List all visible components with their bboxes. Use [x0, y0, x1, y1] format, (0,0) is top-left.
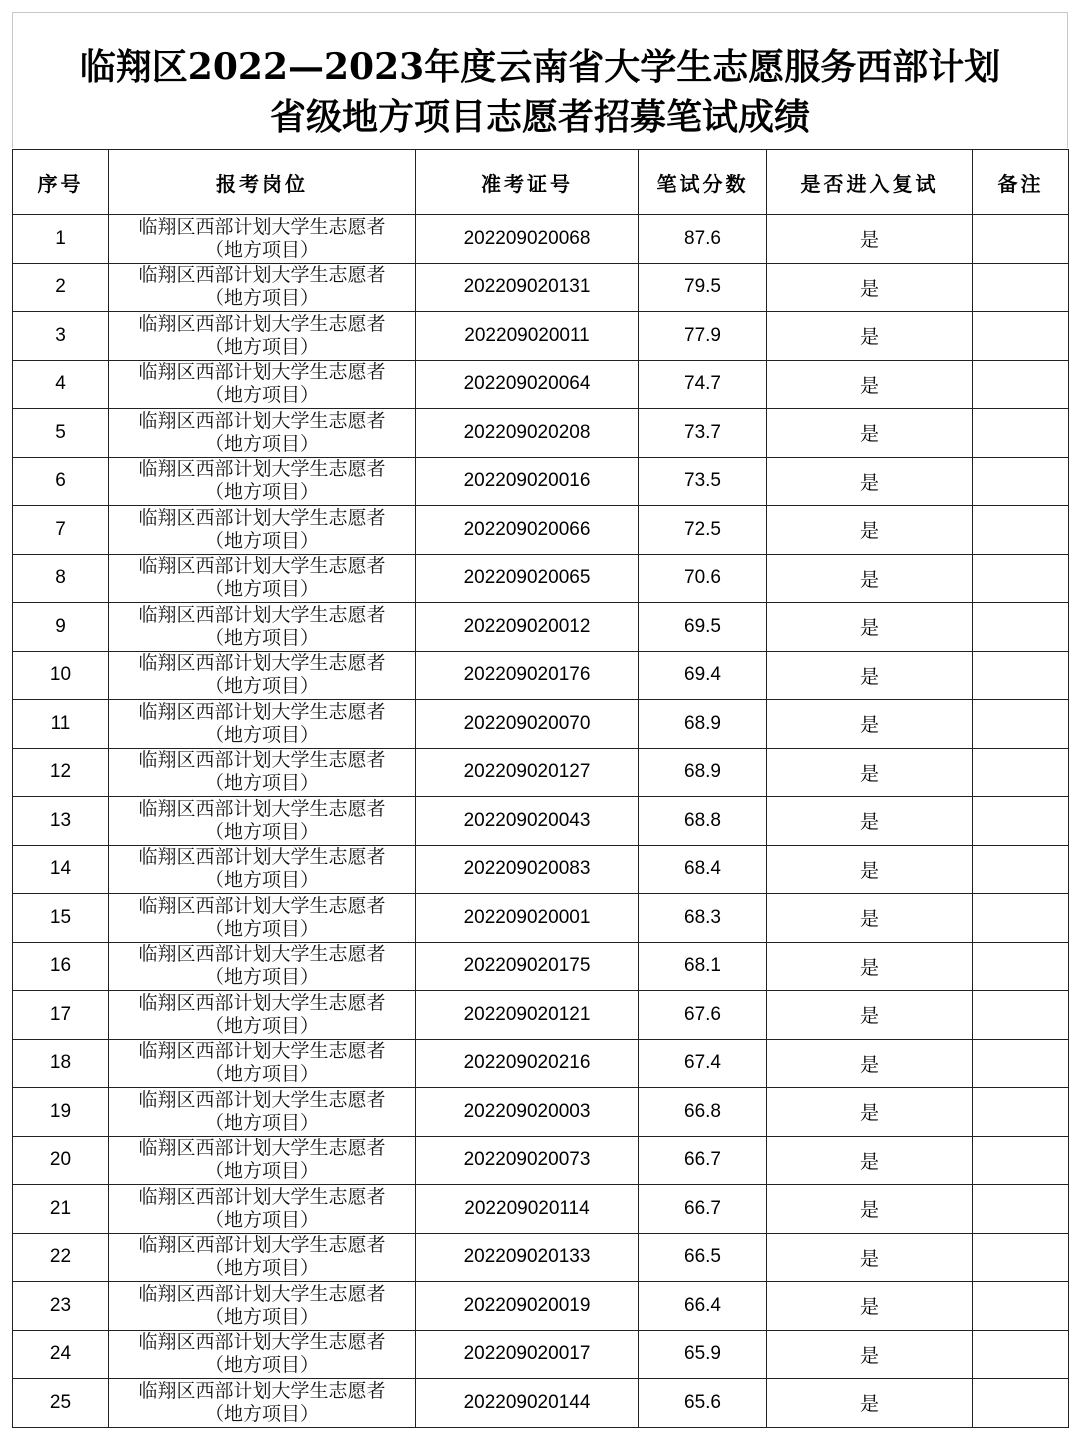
table-row [13, 1379, 1069, 1428]
position-type: （地方项目） [204, 869, 319, 892]
cell-written-score: 77.9 [639, 312, 767, 361]
cell-remarks [973, 1039, 1069, 1088]
cell-remarks [973, 748, 1069, 797]
table-row [13, 554, 1069, 603]
cell-position [109, 457, 416, 506]
position-type: （地方项目） [204, 1354, 319, 1377]
table-row [13, 263, 1069, 312]
cell-admission-ticket: 202209020016 [416, 457, 639, 506]
cell-written-score: 66.7 [639, 1136, 767, 1185]
cell-advance-to-interview: 是 [767, 312, 973, 361]
position-type: （地方项目） [204, 432, 319, 455]
cell-position [109, 894, 416, 943]
position-type: （地方项目） [204, 529, 319, 552]
cell-remarks [973, 1282, 1069, 1331]
cell-admission-ticket: 202209020012 [416, 603, 639, 652]
cell-remarks [973, 457, 1069, 506]
table-row [13, 651, 1069, 700]
cell-written-score: 87.6 [639, 215, 767, 264]
table-row [13, 748, 1069, 797]
table-row [13, 457, 1069, 506]
table-row [13, 991, 1069, 1040]
table-row [13, 1185, 1069, 1234]
position-name: 临翔区西部计划大学生志愿者 [138, 1185, 386, 1208]
cell-admission-ticket: 202209020133 [416, 1233, 639, 1282]
cell-written-score: 73.7 [639, 409, 767, 458]
table-row [13, 1136, 1069, 1185]
position-name: 临翔区西部计划大学生志愿者 [138, 361, 386, 384]
cell-remarks [973, 312, 1069, 361]
cell-position [109, 1282, 416, 1331]
header-position: 报考岗位 [109, 150, 416, 215]
position-name: 临翔区西部计划大学生志愿者 [138, 846, 386, 869]
cell-position [109, 845, 416, 894]
position-name: 临翔区西部计划大学生志愿者 [138, 603, 386, 626]
table-row [13, 797, 1069, 846]
cell-admission-ticket: 202209020070 [416, 700, 639, 749]
position-type: （地方项目） [204, 1402, 319, 1425]
position-name: 临翔区西部计划大学生志愿者 [138, 1040, 386, 1063]
cell-serial-number: 13 [13, 797, 109, 846]
cell-written-score: 66.4 [639, 1282, 767, 1331]
position-name: 临翔区西部计划大学生志愿者 [138, 749, 386, 772]
cell-advance-to-interview: 是 [767, 1379, 973, 1428]
cell-advance-to-interview: 是 [767, 1233, 973, 1282]
position-name: 临翔区西部计划大学生志愿者 [138, 312, 386, 335]
cell-serial-number: 22 [13, 1233, 109, 1282]
cell-serial-number: 6 [13, 457, 109, 506]
cell-serial-number: 11 [13, 700, 109, 749]
cell-written-score: 70.6 [639, 554, 767, 603]
cell-admission-ticket: 202209020216 [416, 1039, 639, 1088]
cell-position [109, 1088, 416, 1137]
position-type: （地方项目） [204, 723, 319, 746]
cell-advance-to-interview: 是 [767, 845, 973, 894]
position-type: （地方项目） [204, 966, 319, 989]
cell-admission-ticket: 202209020127 [416, 748, 639, 797]
cell-written-score: 79.5 [639, 263, 767, 312]
cell-position [109, 1185, 416, 1234]
table-row [13, 1088, 1069, 1137]
position-name: 临翔区西部计划大学生志愿者 [138, 264, 386, 287]
position-type: （地方项目） [204, 675, 319, 698]
cell-admission-ticket: 202209020065 [416, 554, 639, 603]
position-name: 临翔区西部计划大学生志愿者 [138, 1282, 386, 1305]
position-type: （地方项目） [204, 1257, 319, 1280]
cell-admission-ticket: 202209020068 [416, 215, 639, 264]
position-name: 临翔区西部计划大学生志愿者 [138, 991, 386, 1014]
table-row [13, 312, 1069, 361]
cell-remarks [973, 700, 1069, 749]
cell-written-score: 65.6 [639, 1379, 767, 1428]
cell-position [109, 942, 416, 991]
cell-serial-number: 10 [13, 651, 109, 700]
cell-admission-ticket: 202209020011 [416, 312, 639, 361]
position-type: （地方项目） [204, 1063, 319, 1086]
cell-written-score: 66.5 [639, 1233, 767, 1282]
cell-written-score: 68.8 [639, 797, 767, 846]
position-type: （地方项目） [204, 1014, 319, 1037]
document-title-block [12, 12, 1068, 148]
cell-advance-to-interview: 是 [767, 263, 973, 312]
cell-remarks [973, 1233, 1069, 1282]
cell-admission-ticket: 202209020073 [416, 1136, 639, 1185]
cell-serial-number: 2 [13, 263, 109, 312]
position-name: 临翔区西部计划大学生志愿者 [138, 894, 386, 917]
cell-written-score: 72.5 [639, 506, 767, 555]
cell-admission-ticket: 202209020114 [416, 1185, 639, 1234]
cell-position [109, 700, 416, 749]
cell-admission-ticket: 202209020208 [416, 409, 639, 458]
cell-serial-number: 24 [13, 1330, 109, 1379]
cell-advance-to-interview: 是 [767, 1185, 973, 1234]
cell-position [109, 312, 416, 361]
cell-serial-number: 20 [13, 1136, 109, 1185]
cell-serial-number: 3 [13, 312, 109, 361]
position-name: 临翔区西部计划大学生志愿者 [138, 700, 386, 723]
cell-advance-to-interview: 是 [767, 554, 973, 603]
cell-serial-number: 8 [13, 554, 109, 603]
cell-advance-to-interview: 是 [767, 748, 973, 797]
cell-written-score: 65.9 [639, 1330, 767, 1379]
cell-position [109, 1330, 416, 1379]
table-row [13, 845, 1069, 894]
cell-written-score: 69.5 [639, 603, 767, 652]
cell-admission-ticket: 202209020017 [416, 1330, 639, 1379]
cell-advance-to-interview: 是 [767, 1136, 973, 1185]
cell-advance-to-interview: 是 [767, 603, 973, 652]
cell-position [109, 603, 416, 652]
cell-position [109, 797, 416, 846]
document-title-line-2: 省级地方项目志愿者招募笔试成绩 [269, 96, 810, 138]
document-title-line-1: 临翔区2022—2023年度云南省大学生志愿服务西部计划 [79, 46, 1001, 88]
table-row [13, 894, 1069, 943]
cell-advance-to-interview: 是 [767, 457, 973, 506]
cell-serial-number: 5 [13, 409, 109, 458]
cell-written-score: 66.7 [639, 1185, 767, 1234]
cell-remarks [973, 942, 1069, 991]
table-row [13, 700, 1069, 749]
table-row [13, 215, 1069, 264]
cell-remarks [973, 215, 1069, 264]
score-table [12, 149, 1069, 1428]
cell-position [109, 263, 416, 312]
position-type: （地方项目） [204, 287, 319, 310]
cell-serial-number: 17 [13, 991, 109, 1040]
position-name: 临翔区西部计划大学生志愿者 [138, 1234, 386, 1257]
cell-remarks [973, 554, 1069, 603]
cell-advance-to-interview: 是 [767, 894, 973, 943]
cell-remarks [973, 894, 1069, 943]
position-type: （地方项目） [204, 820, 319, 843]
cell-admission-ticket: 202209020001 [416, 894, 639, 943]
cell-admission-ticket: 202209020121 [416, 991, 639, 1040]
cell-advance-to-interview: 是 [767, 409, 973, 458]
cell-advance-to-interview: 是 [767, 360, 973, 409]
cell-serial-number: 12 [13, 748, 109, 797]
cell-admission-ticket: 202209020043 [416, 797, 639, 846]
position-name: 临翔区西部计划大学生志愿者 [138, 555, 386, 578]
cell-written-score: 66.8 [639, 1088, 767, 1137]
cell-remarks [973, 1136, 1069, 1185]
position-name: 临翔区西部计划大学生志愿者 [138, 215, 386, 238]
header-admission-ticket: 准考证号 [416, 150, 639, 215]
cell-written-score: 68.1 [639, 942, 767, 991]
position-type: （地方项目） [204, 578, 319, 601]
position-type: （地方项目） [204, 626, 319, 649]
cell-position [109, 360, 416, 409]
cell-serial-number: 19 [13, 1088, 109, 1137]
position-name: 临翔区西部计划大学生志愿者 [138, 1088, 386, 1111]
position-name: 临翔区西部计划大学生志愿者 [138, 458, 386, 481]
cell-written-score: 69.4 [639, 651, 767, 700]
cell-remarks [973, 263, 1069, 312]
cell-position [109, 651, 416, 700]
cell-advance-to-interview: 是 [767, 651, 973, 700]
table-row [13, 409, 1069, 458]
position-type: （地方项目） [204, 1305, 319, 1328]
table-row [13, 506, 1069, 555]
cell-written-score: 67.4 [639, 1039, 767, 1088]
position-name: 临翔区西部计划大学生志愿者 [138, 652, 386, 675]
cell-position [109, 554, 416, 603]
cell-admission-ticket: 202209020003 [416, 1088, 639, 1137]
cell-advance-to-interview: 是 [767, 215, 973, 264]
cell-advance-to-interview: 是 [767, 991, 973, 1040]
cell-advance-to-interview: 是 [767, 1088, 973, 1137]
table-row [13, 360, 1069, 409]
cell-written-score: 68.4 [639, 845, 767, 894]
position-name: 临翔区西部计划大学生志愿者 [138, 506, 386, 529]
cell-remarks [973, 603, 1069, 652]
cell-serial-number: 4 [13, 360, 109, 409]
cell-admission-ticket: 202209020131 [416, 263, 639, 312]
header-remarks: 备注 [973, 150, 1069, 215]
cell-serial-number: 14 [13, 845, 109, 894]
cell-position [109, 1379, 416, 1428]
cell-serial-number: 1 [13, 215, 109, 264]
position-type: （地方项目） [204, 335, 319, 358]
table-row [13, 942, 1069, 991]
cell-serial-number: 15 [13, 894, 109, 943]
table-row [13, 1039, 1069, 1088]
cell-serial-number: 21 [13, 1185, 109, 1234]
position-type: （地方项目） [204, 772, 319, 795]
cell-remarks [973, 360, 1069, 409]
header-row [13, 150, 1069, 215]
table-row [13, 1330, 1069, 1379]
position-name: 临翔区西部计划大学生志愿者 [138, 1331, 386, 1354]
cell-remarks [973, 991, 1069, 1040]
cell-advance-to-interview: 是 [767, 1039, 973, 1088]
cell-serial-number: 7 [13, 506, 109, 555]
cell-serial-number: 18 [13, 1039, 109, 1088]
cell-admission-ticket: 202209020176 [416, 651, 639, 700]
cell-written-score: 68.9 [639, 748, 767, 797]
cell-position [109, 506, 416, 555]
cell-advance-to-interview: 是 [767, 797, 973, 846]
cell-position [109, 1039, 416, 1088]
cell-written-score: 73.5 [639, 457, 767, 506]
position-name: 临翔区西部计划大学生志愿者 [138, 1379, 386, 1402]
cell-serial-number: 16 [13, 942, 109, 991]
cell-remarks [973, 409, 1069, 458]
position-name: 临翔区西部计划大学生志愿者 [138, 1137, 386, 1160]
cell-admission-ticket: 202209020083 [416, 845, 639, 894]
header-written-score: 笔试分数 [639, 150, 767, 215]
cell-remarks [973, 845, 1069, 894]
cell-advance-to-interview: 是 [767, 942, 973, 991]
cell-serial-number: 25 [13, 1379, 109, 1428]
position-type: （地方项目） [204, 917, 319, 940]
cell-position [109, 1233, 416, 1282]
cell-admission-ticket: 202209020144 [416, 1379, 639, 1428]
cell-written-score: 74.7 [639, 360, 767, 409]
position-type: （地方项目） [204, 481, 319, 504]
header-serial-number: 序号 [13, 150, 109, 215]
position-type: （地方项目） [204, 1111, 319, 1134]
cell-position [109, 1136, 416, 1185]
cell-serial-number: 9 [13, 603, 109, 652]
cell-admission-ticket: 202209020175 [416, 942, 639, 991]
cell-written-score: 67.6 [639, 991, 767, 1040]
cell-admission-ticket: 202209020019 [416, 1282, 639, 1331]
position-name: 临翔区西部计划大学生志愿者 [138, 797, 386, 820]
cell-remarks [973, 797, 1069, 846]
cell-advance-to-interview: 是 [767, 1330, 973, 1379]
cell-admission-ticket: 202209020066 [416, 506, 639, 555]
cell-written-score: 68.9 [639, 700, 767, 749]
cell-advance-to-interview: 是 [767, 1282, 973, 1331]
cell-position [109, 409, 416, 458]
position-type: （地方项目） [204, 1208, 319, 1231]
table-row [13, 1282, 1069, 1331]
position-type: （地方项目） [204, 238, 319, 261]
cell-advance-to-interview: 是 [767, 506, 973, 555]
cell-admission-ticket: 202209020064 [416, 360, 639, 409]
cell-position [109, 991, 416, 1040]
cell-position [109, 215, 416, 264]
position-type: （地方项目） [204, 1160, 319, 1183]
position-name: 临翔区西部计划大学生志愿者 [138, 943, 386, 966]
table-row [13, 603, 1069, 652]
cell-remarks [973, 1330, 1069, 1379]
cell-written-score: 68.3 [639, 894, 767, 943]
cell-serial-number: 23 [13, 1282, 109, 1331]
cell-remarks [973, 651, 1069, 700]
cell-remarks [973, 1088, 1069, 1137]
header-advance-to-interview: 是否进入复试 [767, 150, 973, 215]
cell-position [109, 748, 416, 797]
table-row [13, 1233, 1069, 1282]
cell-advance-to-interview: 是 [767, 700, 973, 749]
cell-remarks [973, 1379, 1069, 1428]
cell-remarks [973, 506, 1069, 555]
position-type: （地方项目） [204, 384, 319, 407]
position-name: 临翔区西部计划大学生志愿者 [138, 409, 386, 432]
cell-remarks [973, 1185, 1069, 1234]
